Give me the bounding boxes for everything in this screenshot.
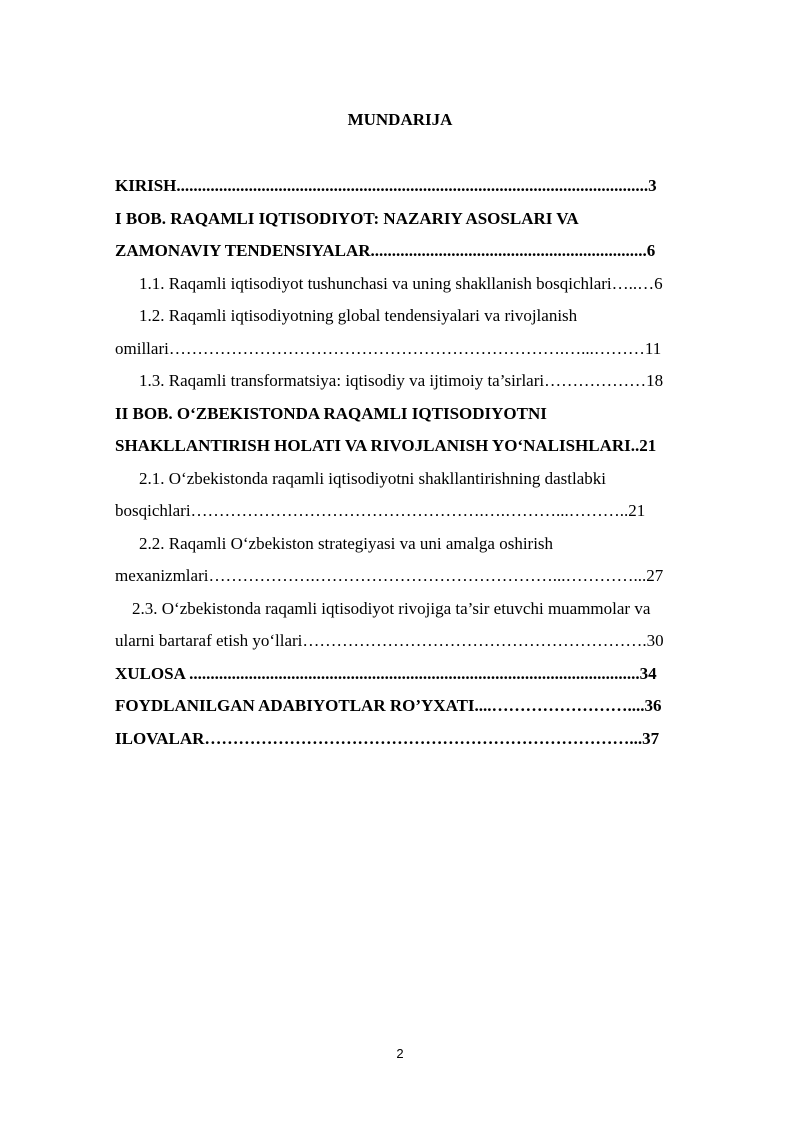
toc-entry-1-1: 1.1. Raqamli iqtisodiyot tushunchasi va uning shakllanish bosqichlari…..…6 bbox=[139, 273, 663, 293]
toc-entry-2-1-line-2: bosqichlari…………………………………………….….………...………..21 bbox=[115, 501, 646, 520]
toc-entry-chapter-1-line-1: I BOB. RAQAMLI IQTISODIYOT: NAZARIY ASOSLARI VA bbox=[115, 208, 579, 228]
toc-entry-xulosa: XULOSA ..........................................................................................................34 bbox=[115, 663, 657, 683]
toc-entry-kirish: KIRISH...............................................................................................................3 bbox=[115, 176, 657, 195]
toc-entry-appendices: ILOVALAR…………………………………………………………………...37 bbox=[115, 728, 660, 748]
toc-entry-2-2-line-1: 2.2. Raqamli O‘zbekiston strategiyasi va uni amalga oshirish bbox=[139, 533, 554, 553]
toc-entry-chapter-1-line-2: ZAMONAVIY TENDENSIYALAR.................................................................6 bbox=[115, 241, 656, 260]
toc-entry-2-1-line-1: 2.1. O‘zbekistonda raqamli iqtisodiyotni shakllantirishning dastlabki bbox=[139, 468, 606, 488]
toc-entry-references: FOYDLANILGAN ADABIYOTLAR RO’YXATI....……………………....36 bbox=[115, 696, 662, 715]
toc-entry-1-3: 1.3. Raqamli transformatsiya: iqtisodiy va ijtimoiy ta’sirlari………………18 bbox=[139, 371, 664, 390]
toc-entry-2-3-line-1: 2.3. O‘zbekistonda raqamli iqtisodiyot rivojiga ta’sir etuvchi muammolar va bbox=[132, 598, 651, 618]
page-number: 2 bbox=[396, 1046, 404, 1061]
table-of-contents bbox=[115, 172, 720, 757]
toc-entry-chapter-2-line-1: II BOB. O‘ZBEKISTONDA RAQAMLI IQTISODIYOTNI bbox=[115, 403, 547, 423]
toc-entry-chapter-2-line-2: SHAKLLANTIRISH HOLATI VA RIVOJLANISH YO‘NALISHLARI..21 bbox=[115, 436, 657, 455]
toc-entry-1-2-line-2: omillari…………………………………………………………….…...………11 bbox=[115, 338, 662, 358]
page-title: MUNDARIJA bbox=[347, 110, 453, 129]
toc-entry-2-2-line-2: mexanizmlari……………….……………………………………...…………...27 bbox=[115, 566, 664, 585]
toc-entry-2-3-line-2: ularni bartaraf etish yo‘llari…………………………………………………….30 bbox=[115, 631, 664, 650]
toc-entry-1-2-line-1: 1.2. Raqamli iqtisodiyotning global tendensiyalari va rivojlanish bbox=[139, 306, 578, 325]
